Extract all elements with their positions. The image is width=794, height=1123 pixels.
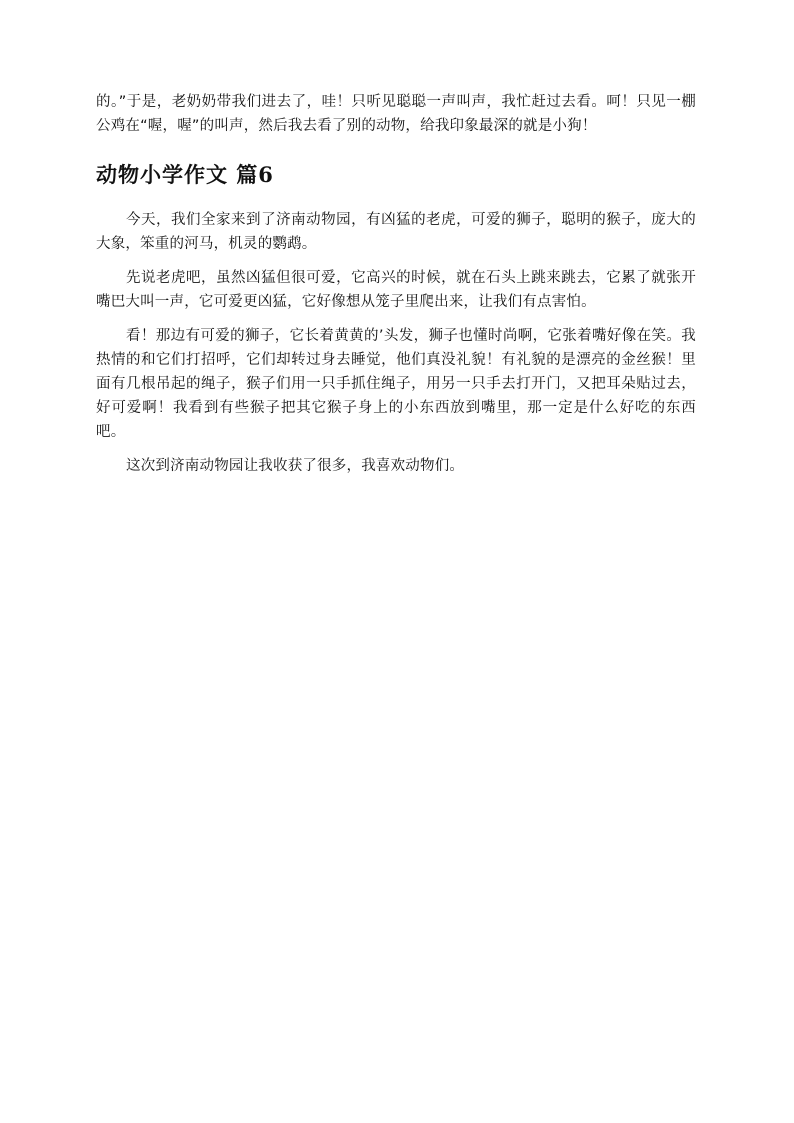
- document-page: [96, 90, 696, 478]
- body-paragraph-2: 先说老虎吧，虽然凶猛但很可爱，它高兴的时候，就在石头上跳来跳去，它累了就张开嘴巴大叫一声，它可爱更凶猛，它好像想从笼子里爬出来，让我们有点害怕。: [96, 270, 696, 310]
- body-paragraph-1: 今天，我们全家来到了济南动物园，有凶猛的老虎，可爱的狮子，聪明的猴子，庞大的大象，笨重的河马，机灵的鹦鹉。: [96, 212, 696, 252]
- section-heading: 动物小学作文 篇6: [96, 162, 274, 187]
- body-paragraph-4: 这次到济南动物园让我收获了很多，我喜欢动物们。: [126, 458, 465, 474]
- continuation-paragraph: 的。”于是，老奶奶带我们进去了，哇！只听见聪聪一声叫声，我忙赶过去看。呵！只见一棚公鸡在“喔，喔”的叫声，然后我去看了别的动物，给我印象最深的就是小狗！: [96, 94, 696, 134]
- body-paragraph-3: 看！那边有可爱的狮子，它长着黄黄的’头发，狮子也懂时尚啊，它张着嘴好像在笑。我热情的和它们打招呼，它们却转过身去睡觉，他们真没礼貌！有礼貌的是漂亮的金丝猴！里面有几根吊起的绳子，猴子们用一只手抓住绳子，用另一只手去打开门，又把耳朵贴过去，好可爱啊！我看到有些猴子把其它猴子身上的小东西放到嘴里，那一定是什么好吃的东西吧。: [96, 328, 696, 440]
